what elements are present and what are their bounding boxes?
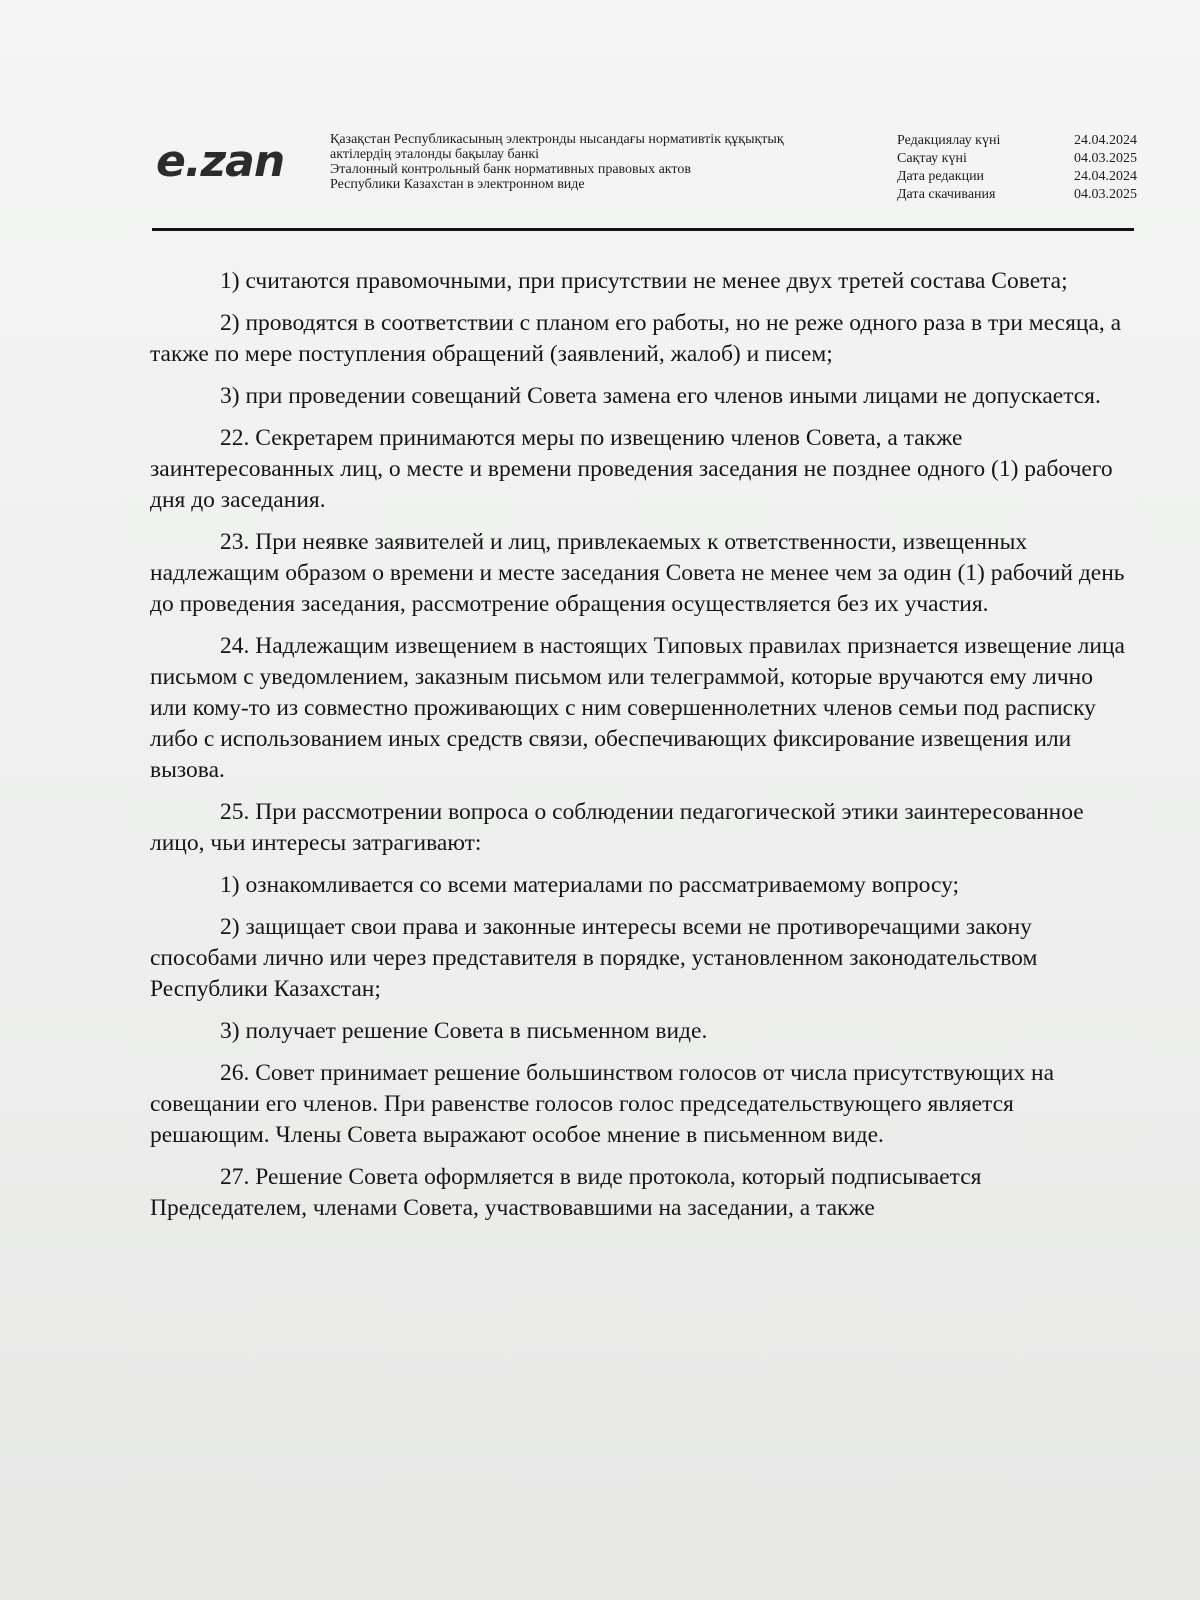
bank-name-line: Қазақстан Республикасының электронды нысандағы нормативтік құқықтық (330, 132, 784, 147)
paragraph: 3) получает решение Совета в письменном виде. (220, 1018, 708, 1044)
paragraph: 24. Надлежащим извещением в настоящих Типовых правилах признается извещение лица письмом с уведомлением, заказным письмом или телеграммой, которые вручаются ему лично или кому-то из совместно проживающих с ним совершеннолетних членов семьи под расписку либо с использованием иных средств связи, обеспечивающих фиксирование извещения или вызова. (150, 633, 1125, 783)
paragraph: 26. Совет принимает решение большинством голосов от числа присутствующих на совещании его членов. При равенстве голосов голос председательствующего является решающим. Члены Совета выражают особое мнение в письменном виде. (150, 1060, 1054, 1148)
paragraph: 22. Секретарем принимаются меры по извещению членов Совета, а также заинтересованных лиц, о месте и времени проведения заседания не позднее одного (1) рабочего дня до заседания. (150, 425, 1113, 513)
paragraph: 1) ознакомливается со всеми материалами по рассматриваемому вопросу; (220, 872, 960, 898)
ezan-logo: e.zan (156, 136, 285, 187)
meta-value: 24.04.2024 (1074, 169, 1137, 184)
meta-value: 04.03.2025 (1074, 151, 1137, 166)
meta-row-edit-date (897, 168, 1137, 186)
bank-name (330, 132, 850, 192)
meta-label: Сақтау күні (897, 151, 967, 166)
meta-label: Дата редакции (897, 169, 985, 184)
meta-value: 04.03.2025 (1074, 187, 1137, 202)
paragraph: 1) считаются правомочными, при присутствии не менее двух третей состава Совета; (220, 268, 1068, 294)
paragraph: 3) при проведении совещаний Совета замена его членов иными лицами не допускается. (220, 383, 1101, 409)
meta-row-download-date (897, 186, 1137, 204)
document-body (150, 266, 1125, 1235)
paragraph: 23. При неявке заявителей и лиц, привлекаемых к ответственности, извещенных надлежащим образом о времени и месте заседания Совета не менее чем за один (1) рабочий день до проведения заседания, рассмотрение обращения осуществляется без их участия. (150, 529, 1125, 617)
document-header (152, 128, 1137, 228)
paragraph: 2) проводятся в соответствии с планом его работы, но не реже одного раза в три месяца, а также по мере поступления обращений (заявлений, жалоб) и писем; (150, 310, 1122, 367)
bank-name-line: Республики Казахстан в электронном виде (330, 177, 585, 192)
paragraph: 27. Решение Совета оформляется в виде протокола, который подписывается Председателем, членами Совета, участвовавшими на заседании, а также (150, 1164, 982, 1221)
header-divider (152, 228, 1134, 231)
paragraph: 2) защищает свои права и законные интересы всеми не противоречащими закону способами лично или через представителя в порядке, установленном законодательством Республики Казахстан; (150, 914, 1038, 1002)
meta-label: Дата скачивания (897, 187, 996, 202)
meta-row-save-date-kz (897, 150, 1137, 168)
meta-value: 24.04.2024 (1074, 133, 1137, 148)
paragraph: 25. При рассмотрении вопроса о соблюдении педагогической этики заинтересованное лицо, чьи интересы затрагивают: (150, 799, 1084, 856)
meta-row-edit-date-kz (897, 132, 1137, 150)
bank-name-line: актілердің эталонды бақылау банкі (330, 147, 540, 162)
bank-name-line: Эталонный контрольный банк нормативных правовых актов (330, 162, 691, 177)
meta-label: Редакциялау күні (897, 133, 1001, 148)
document-meta (897, 132, 1137, 204)
